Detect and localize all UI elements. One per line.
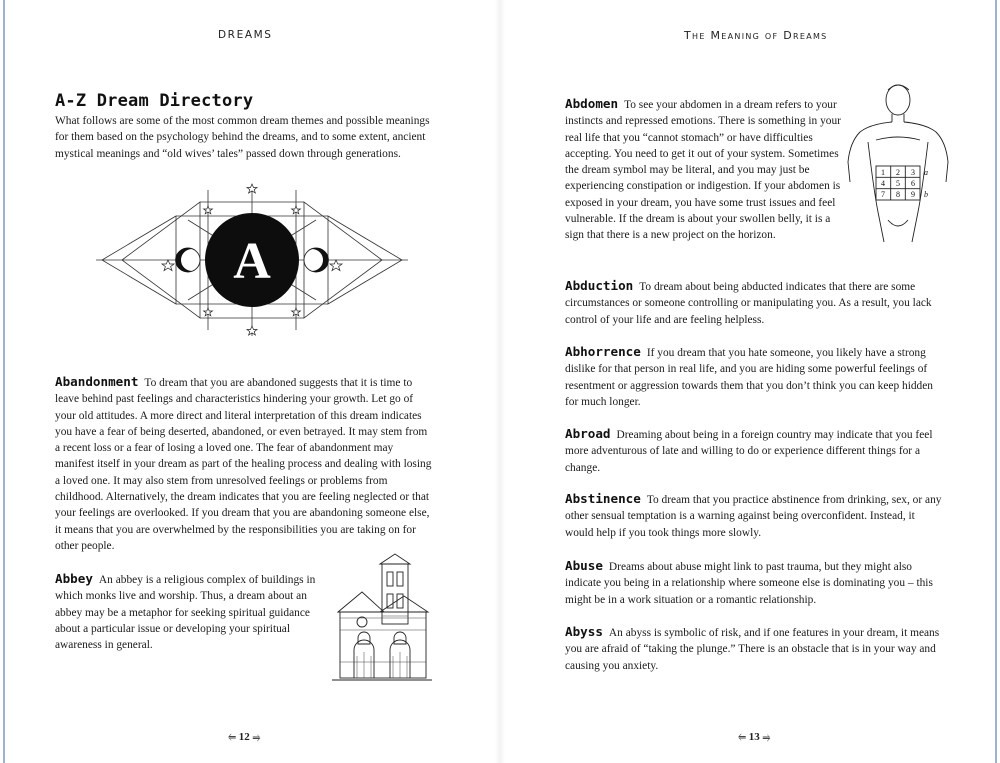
folio-ornament-left: ⥢	[738, 732, 746, 743]
torso-label: 9	[911, 190, 915, 199]
entry-text: To dream that you are abandoned suggests that it is time to leave behind past feelings and characteristics hindering your growth. Let go of your old attitudes. A more direct and literal interpretation of this dream indicates you have a fear of being deserted, abandoned, or even betrayed. It may stem from a recent loss or a fear of losing a loved one. The fear of abandonment may manifest itself in your dream as part of the healing process and dealing with losing a loved one. It may also stem from unresolved feelings or problems from childhood. Alternatively, the dream indicates that you are feeling neglected or that your feelings are overlooked. If you dream that you are abandoning someone else, it means that you are overwhelmed by the responsibilities you are taking on for other people.	[55, 377, 432, 552]
right-page	[500, 0, 990, 763]
entry-term: Abroad	[565, 426, 611, 441]
entry-term: Abstinence	[565, 491, 641, 506]
entry-abuse	[565, 558, 945, 608]
entry-abandonment	[55, 374, 433, 554]
entry-term: Abandonment	[55, 374, 139, 389]
folio-ornament-right: ⥤	[252, 732, 261, 743]
entry-abhorrence	[565, 344, 945, 410]
entry-text: To dream about being abducted indicates that there are some circumstances or someone controlling or manipulating you. As a result, you lack control of your life and are feeling helpless.	[565, 281, 932, 326]
letter-a-emblem	[92, 180, 412, 340]
entry-abroad	[565, 426, 945, 476]
intro-paragraph: What follows are some of the most common dream themes and possible meanings for them based on the psychology behind the dreams, and to some extent, ancient mystical meanings and “old wives’ tales” passed down through generations.	[55, 115, 430, 160]
entry-abduction	[565, 278, 945, 328]
abbey-illustration	[332, 552, 432, 684]
entry-text: Dreams about abuse might link to past trauma, but they might also indicate you being in a relationship where someone else is dominating you – this might be in a work situation or a romantic relationship.	[565, 561, 933, 606]
torso-label: 4	[881, 179, 885, 188]
torso-label: a	[924, 168, 928, 177]
entry-text: To dream that you practice abstinence from drinking, sex, or any other sensual temptation is a warning against being overconfident. Instead, it would help if you took things more slowly.	[565, 494, 942, 539]
emblem-letter: A	[233, 233, 271, 290]
entry-term: Abduction	[565, 278, 634, 293]
right-running-head: The Meaning of Dreams	[684, 29, 828, 42]
abdomen-illustration	[846, 82, 950, 250]
entry-term: Abyss	[565, 624, 603, 639]
torso-label: 7	[881, 190, 885, 199]
torso-label: 3	[911, 168, 915, 177]
entry-term: Abbey	[55, 571, 93, 586]
right-folio	[738, 731, 771, 743]
folio-ornament-left: ⥢	[228, 732, 236, 743]
entry-abstinence	[565, 491, 945, 541]
torso-label: 2	[896, 168, 900, 177]
page-number: 13	[748, 731, 760, 743]
entry-abyss	[565, 624, 945, 674]
left-running-head: DREAMS	[218, 29, 273, 41]
torso-label: 8	[896, 190, 900, 199]
left-folio	[228, 731, 261, 743]
entry-text: An abyss is symbolic of risk, and if one features in your dream, it means you are afraid of “taking the plunge.” There is an obstacle that is in your way and causing you anxiety.	[565, 627, 940, 672]
entry-abbey	[55, 571, 330, 653]
page-title: A-Z Dream Directory	[55, 91, 254, 111]
entry-text: To see your abdomen in a dream refers to your instincts and repressed emotions. There is something in your real life that you “cannot stomach” or have difficulties accepting. You need to get it out of your system. Sometimes the dream symbol may be literal, and you may just be experiencing constipation or indigestion. If your abdomen is exposed in your dream, you have some trust issues and feel vulnerable. If the dream is about your swollen belly, it is a sign that there is a new project on the horizon.	[565, 99, 841, 242]
entry-abdomen	[565, 96, 845, 244]
entry-text: Dreaming about being in a foreign country may indicate that you feel more adventurous of late and willing to do or experience different things for a change.	[565, 429, 933, 474]
torso-label: 5	[896, 179, 900, 188]
entry-text: An abbey is a religious complex of buildings in which monks live and worship. Thus, a dream about an abbey may be a metaphor for seeking spiritual guidance about a particular issue or developing your spiritual awareness in general.	[55, 574, 316, 652]
left-page	[10, 0, 490, 763]
torso-label: b	[924, 190, 928, 199]
torso-label: 1	[881, 168, 885, 177]
page-number: 12	[238, 731, 250, 743]
entry-term: Abuse	[565, 558, 603, 573]
entry-term: Abhorrence	[565, 344, 641, 359]
entry-text: If you dream that you hate someone, you likely have a strong dislike for that person in real life, and you are hiding some powerful feelings of resentment or aggression towards them that you don’t think you can keep hidden for much longer.	[565, 347, 934, 408]
entry-term: Abdomen	[565, 96, 619, 111]
folio-ornament-right: ⥤	[762, 732, 771, 743]
torso-label: 6	[911, 179, 915, 188]
